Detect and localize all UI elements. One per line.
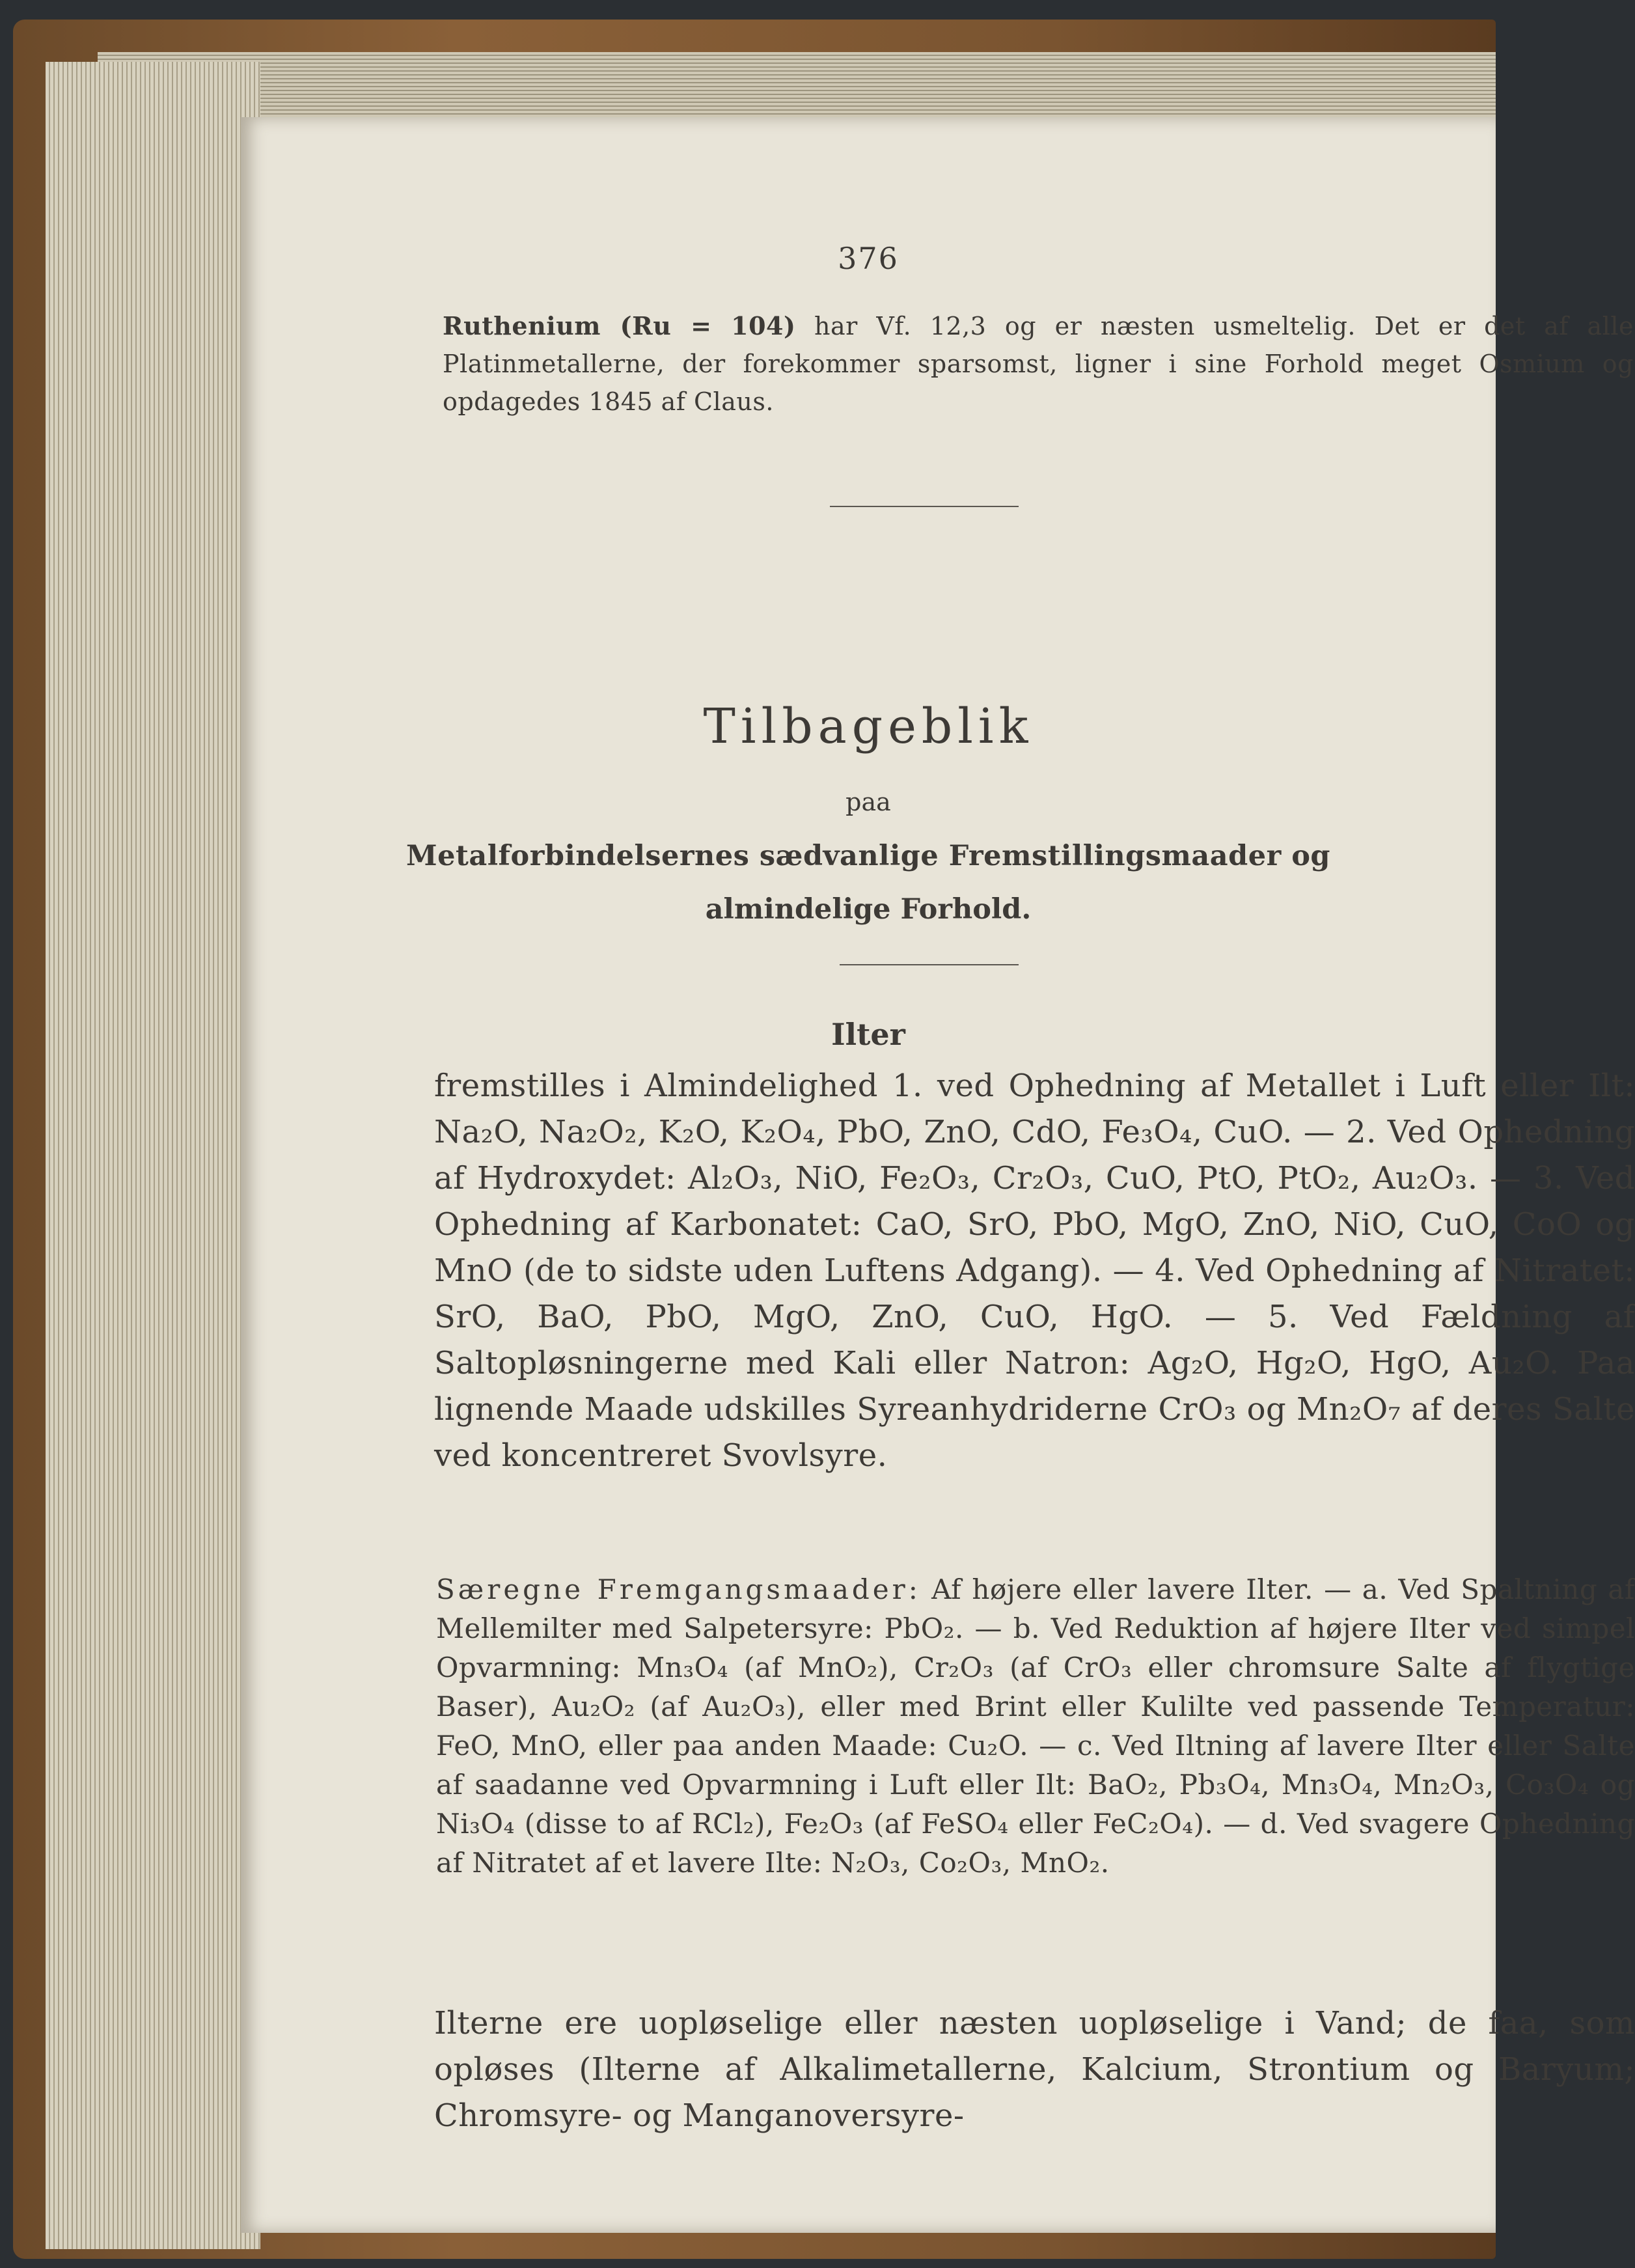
page-top-edges	[98, 52, 1496, 124]
ruthenium-text: har Vf. 12,3 og er næsten usmeltelig. Det er det af alle Platinmetallerne, der forekommer sparsomst, ligner i sine Forhold meget Osmium og opdagedes 1845 af Claus.	[443, 312, 1634, 416]
title-connector: paa	[845, 788, 891, 816]
section-title: Tilbageblik	[703, 698, 1034, 754]
paragraph-fremstilles: fremstilles i Almindelighed 1. ved Ophedning af Metallet i Luft eller Ilt: Na₂O, Na₂O₂, K₂O, K₂O₄, PbO, ZnO, CdO, Fe₃O₄, CuO. — 2. Ved Ophedning af Hydroxydet: Al₂O₃, NiO, Fe₂O₃, Cr₂O₃, CuO, PtO, PtO₂, Au₂O₃. — 3. Ved Ophedning af Karbonatet: CaO, SrO, PbO, MgO, ZnO, NiO, CuO, CoO og MnO (de to sidste uden Luftens Adgang). — 4. Ved Ophedning af Nitratet: SrO, BaO, PbO, MgO, ZnO, CuO, HgO. — 5. Ved Fældning af Saltopløsningerne med Kali eller Natron: Ag₂O, Hg₂O, HgO, Au₂O. Paa lignende Maade udskilles Syreanhydriderne CrO₃ og Mn₂O₇ af deres Salte ved koncentreret Svovlsyre.	[434, 1068, 1635, 1474]
divider-top	[830, 506, 1019, 507]
paragraph-ilterne: Ilterne ere uopløselige eller næsten uopløselige i Vand; de faa, som opløses (Ilterne af Alkalimetallerne, Kalcium, Strontium og Baryum; Chromsyre- og Manganoversyre-	[434, 2005, 1635, 2134]
section-heading: Ilter	[831, 1017, 905, 1052]
subtitle-line-2: almindelige Forhold.	[705, 893, 1032, 926]
saeregne-text: Af højere eller lavere Ilter. — a. Ved Spaltning af Mellemilter med Salpetersyre: PbO₂. — b. Ved Reduktion af højere Ilter ved simpel Opvarmning: Mn₃O₄ (af MnO₂), Cr₂O₃ (af CrO₃ eller chromsure Salte af flygtige Baser), Au₂O₂ (af Au₂O₃), eller med Brint eller Kulilte ved passende Temperatur: FeO, MnO, eller paa anden Maade: Cu₂O. — c. Ved Iltning af lavere Ilter eller Salte af saadanne ved Opvarmning i Luft eller Ilt: BaO₂, Pb₃O₄, Mn₃O₄, Mn₂O₃, Co₃O₄ og Ni₃O₄ (disse to af RCl₂), Fe₂O₃ (af FeSO₄ eller FeC₂O₄). — d. Ved svagere Ophedning af Nitratet af et lavere Ilte: N₂O₃, Co₂O₃, MnO₂.	[436, 1573, 1635, 1879]
subtitle-line-1: Metalforbindelsernes sædvanlige Fremstillingsmaader og	[406, 840, 1330, 872]
book-page	[241, 117, 1635, 2233]
page-number: 376	[838, 241, 899, 276]
paragraph-saeregne	[436, 1570, 1635, 1883]
ruthenium-heading: Ruthenium (Ru = 104)	[443, 311, 796, 340]
divider-middle	[840, 964, 1019, 965]
saeregne-lead: Særegne Fremgangsmaader:	[436, 1573, 921, 1605]
ruthenium-paragraph	[443, 307, 1634, 421]
page-edges	[46, 62, 260, 2249]
